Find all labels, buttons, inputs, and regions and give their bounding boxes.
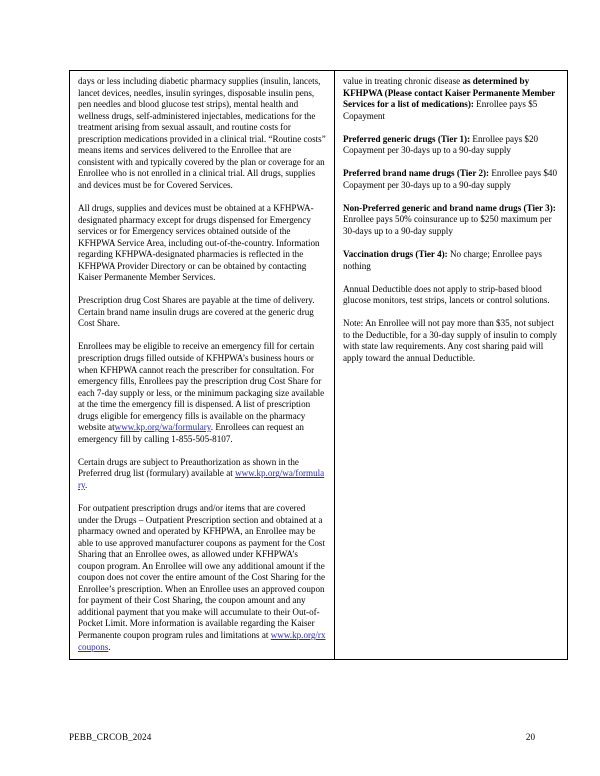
paragraph-tier-3-non-preferred bbox=[343, 203, 560, 238]
paragraph-manufacturer-coupons bbox=[78, 503, 327, 653]
body-text: Annual Deductible does not apply to strip-based blood glucose monitors, test strips, lancets or control solutions. bbox=[343, 283, 550, 306]
paragraph-insulin-cap-note bbox=[343, 318, 560, 364]
body-text: Enrollee pays $20 Copayment per 30-days up to a 90-day supply bbox=[343, 133, 539, 156]
body-text: Certain drugs are subject to Preauthorization as shown in the Preferred drug list (formulary) available at bbox=[78, 456, 299, 479]
emphasis-text: Vaccination drugs (Tier 4): bbox=[343, 249, 448, 260]
body-text: . bbox=[108, 641, 111, 652]
benefits-table bbox=[69, 70, 568, 660]
paragraph-tier-2-preferred-brand bbox=[343, 168, 560, 191]
right-column-content bbox=[343, 76, 560, 364]
emphasis-text: Preferred generic drugs (Tier 1): bbox=[343, 133, 471, 144]
body-text: Prescription drug Cost Shares are payable at the time of delivery. Certain brand name insulin drugs are covered at the generic drug Cost Share. bbox=[78, 295, 315, 329]
emphasis-text: Preferred brand name drugs (Tier 2): bbox=[343, 168, 490, 179]
paragraph-emergency-fill bbox=[78, 341, 327, 445]
body-text: Enrollees may be eligible to receive an emergency fill for certain prescription drugs filled outside of KFHPWA’s business hours or when KFHPWA cannot reach the prescriber for consultation. For emergency fills, Enrollees pay the prescription drug Cost Share for each 7-day supply or less, or the minimum packaging size available at the time the emergency fill is dispensed. A list of prescription drugs eligible for emergency fills is available on the pharmacy website at bbox=[78, 341, 325, 433]
paragraph-designated-pharmacy bbox=[78, 203, 327, 284]
body-text: Enrollee pays 50% coinsurance up to $250 maximum per 30-days up to a 90-day supply bbox=[343, 214, 552, 236]
body-text: . bbox=[84, 479, 88, 490]
left-column-content bbox=[78, 76, 327, 653]
paragraph-deductible-exclusion bbox=[343, 284, 560, 307]
body-text: days or less including diabetic pharmacy supplies (insulin, lancets, lancet devices, needles, insulin syringes, disposable insulin pens, pen needles and blood glucose test strips), mental health and wellness drugs, self-administered injectables, medications for the treatment arising from sexual assault, and routine costs for prescription medications provided in a clinical trial. “Routine costs” means items and services delivered to the Enrollee that are consistent with and typically covered by the plan or coverage for an Enrollee who is not enrolled in a clinical trial. All drugs, supplies and devices must be for Covered Services. bbox=[78, 76, 326, 190]
body-text: Enrollee pays $5 Copayment bbox=[343, 99, 538, 121]
body-text: No charge; Enrollee pays nothing bbox=[343, 249, 542, 271]
body-text: Note: An Enrollee will not pay more than $35, not subject to the Deductible, for a 30-day supply of insulin to comply with state law requirements. Any cost sharing paid will apply toward the annual Deductible. bbox=[343, 318, 557, 363]
paragraph-covered-drugs-continued bbox=[78, 76, 327, 191]
body-text: For outpatient prescription drugs and/or items that are covered under the Drugs – Outpatient Prescription section and obtained at a pharmacy owned and operated by KFHPWA, an Enrollee may be able to use approved manufacturer coupons as payment for the Cost Sharing that an Enrollee owes, as allowed under KFHPWA’s coupon program. An Enrollee will owe any additional amount if the coupon does not cover the entire amount of the Cost Sharing for the Enrollee’s prescription. When an Enrollee uses an approved coupon for payment of their Cost Sharing, the coupon amount and any additional payment that you make will accumulate to their Out-of-Pocket Limit. More information is available regarding the Kaiser Permanente coupon program rules and limitations at bbox=[78, 503, 325, 641]
emphasis-text: Non-Preferred generic and brand name drugs (Tier 3): bbox=[343, 202, 556, 213]
body-text: value in treating chronic disease bbox=[343, 76, 463, 86]
paragraph-cost-shares-payable bbox=[78, 295, 327, 330]
table-cell-covered-drugs bbox=[70, 71, 335, 660]
emphasis-text: as determined by KFHPWA (Please contact Kaiser Permanente Member Services for a list of medications): bbox=[343, 76, 556, 110]
table-cell-cost-shares bbox=[335, 71, 568, 660]
body-text: All drugs, supplies and devices must be obtained at a KFHPWA-designated pharmacy except for drugs dispensed for Emergency services or for Emergency services obtained outside of the KFHPWA Service Area, including out-of-the-country. Information regarding KFHPWA-designated pharmacies is reflected in the KFHPWA Provider Directory or can be obtained by contacting Kaiser Permanente Member Services. bbox=[78, 202, 320, 283]
paragraph-preauthorization bbox=[78, 457, 327, 492]
table-row bbox=[70, 71, 568, 660]
document-link[interactable]: www.kp.org/wa/formulary bbox=[114, 422, 211, 433]
page-footer bbox=[69, 731, 535, 743]
paragraph-tier-4-vaccination bbox=[343, 249, 560, 272]
body-text: Enrollee pays $40 Copayment per 30-days up to a 90-day supply bbox=[343, 168, 558, 190]
body-text: . Enrollees can request an emergency fill by calling 1-855-505-8107. bbox=[78, 422, 304, 444]
paragraph-tier-1-preferred-generic bbox=[343, 134, 560, 157]
paragraph-chronic-disease-tier bbox=[343, 76, 560, 122]
footer-page-number: 20 bbox=[525, 732, 535, 742]
document-link[interactable]: www.kp.org/wa/formulary bbox=[78, 468, 325, 490]
document-link[interactable]: www.kp.org/rxcoupons bbox=[78, 630, 326, 652]
footer-document-id: PEBB_CRCOB_2024 bbox=[69, 732, 152, 742]
